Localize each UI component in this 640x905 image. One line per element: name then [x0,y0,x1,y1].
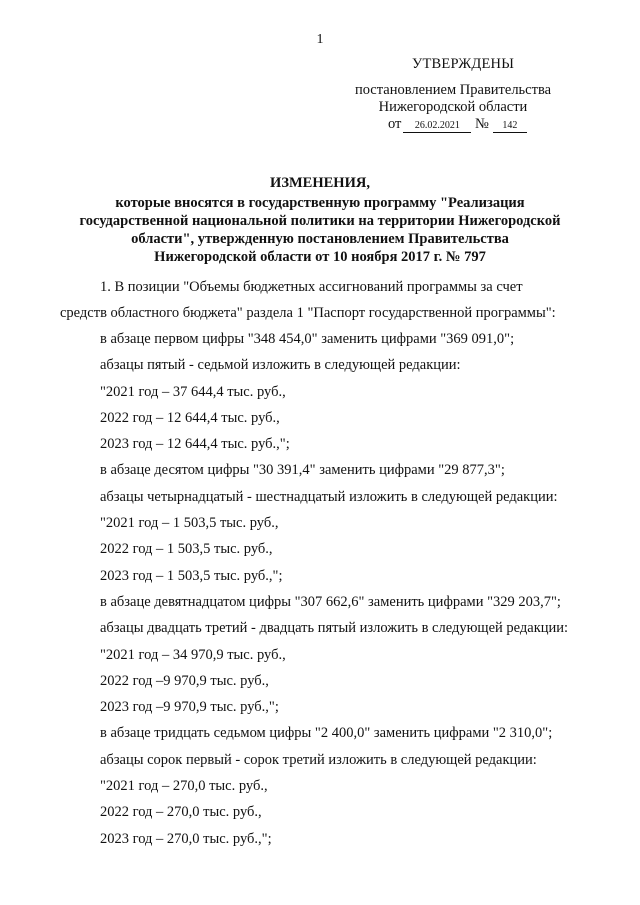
amendment-line: в абзаце девятнадцатом цифры "307 662,6" заменить цифрами "329 203,7"; [100,593,561,610]
paragraph-1 [60,274,574,326]
paragraph-1-line-1: 1. В позиции "Объемы бюджетных ассигнований программы за счет [100,279,523,295]
title-line: государственной национальной политики на территории Нижегородской [79,213,561,229]
amendment-line: абзацы четырнадцатый - шестнадцатый изложить в следующей редакции: [100,488,558,505]
amendment-line: "2021 год – 1 503,5 тыс. руб., [100,515,279,532]
amendment-line: "2021 год – 37 644,4 тыс. руб., [100,383,286,400]
amendment-line: в абзаце тридцать седьмом цифры "2 400,0" заменить цифрами "2 310,0"; [100,725,553,742]
title-line: области", утвержденную постановлением Правительства [131,231,509,247]
amendment-line: 2022 год – 270,0 тыс. руб., [100,804,262,821]
amendment-line: 2023 год –9 970,9 тыс. руб.,"; [100,699,279,716]
page-number: 1 [316,32,324,47]
resolution-line: постановлением Правительства [354,82,552,98]
resolution-line: Нижегородской области [378,99,528,115]
amendment-line: в абзаце первом цифры "348 454,0" заменить цифрами "369 091,0"; [100,331,515,347]
approval-heading: УТВЕРЖДЕНЫ [412,56,515,72]
amendment-line: 2022 год – 1 503,5 тыс. руб., [100,541,273,558]
amendment-line: абзацы двадцать третий - двадцать пятый изложить в следующей редакции: [100,620,569,637]
paragraph-1-line-2: средств областного бюджета" раздела 1 "Паспорт государственной программы": [60,305,556,321]
title-line: ИЗМЕНЕНИЯ, [270,175,370,191]
amendment-line: "2021 год – 34 970,9 тыс. руб., [100,646,286,663]
amendment-line: 2023 год – 270,0 тыс. руб.,"; [100,830,272,847]
resolution-reference [330,82,576,116]
number-sign: № [475,116,489,132]
title-line: Нижегородской области от 10 ноября 2017 г. № 797 [154,249,486,265]
document-title [60,174,580,266]
amendment-line: 2023 год – 1 503,5 тыс. руб.,"; [100,567,283,584]
resolution-date-line [388,116,527,133]
amendment-line: "2021 год – 270,0 тыс. руб., [100,778,268,795]
amendment-line: 2023 год – 12 644,4 тыс. руб.,"; [100,436,290,453]
amendment-line: в абзаце десятом цифры "30 391,4" заменить цифрами "29 877,3"; [100,462,505,479]
amendment-line: 2022 год – 12 644,4 тыс. руб., [100,409,280,426]
amendment-lines [100,329,574,855]
title-line: которые вносятся в государственную программу "Реализация [115,195,525,211]
amendment-line: абзацы сорок первый - сорок третий изложить в следующей редакции: [100,751,537,768]
date-prefix: от [388,116,402,132]
resolution-date: 26.02.2021 [403,120,471,133]
amendment-line: абзацы пятый - седьмой изложить в следующей редакции: [100,357,461,374]
amendment-line: 2022 год –9 970,9 тыс. руб., [100,672,269,689]
resolution-number: 142 [493,120,527,133]
